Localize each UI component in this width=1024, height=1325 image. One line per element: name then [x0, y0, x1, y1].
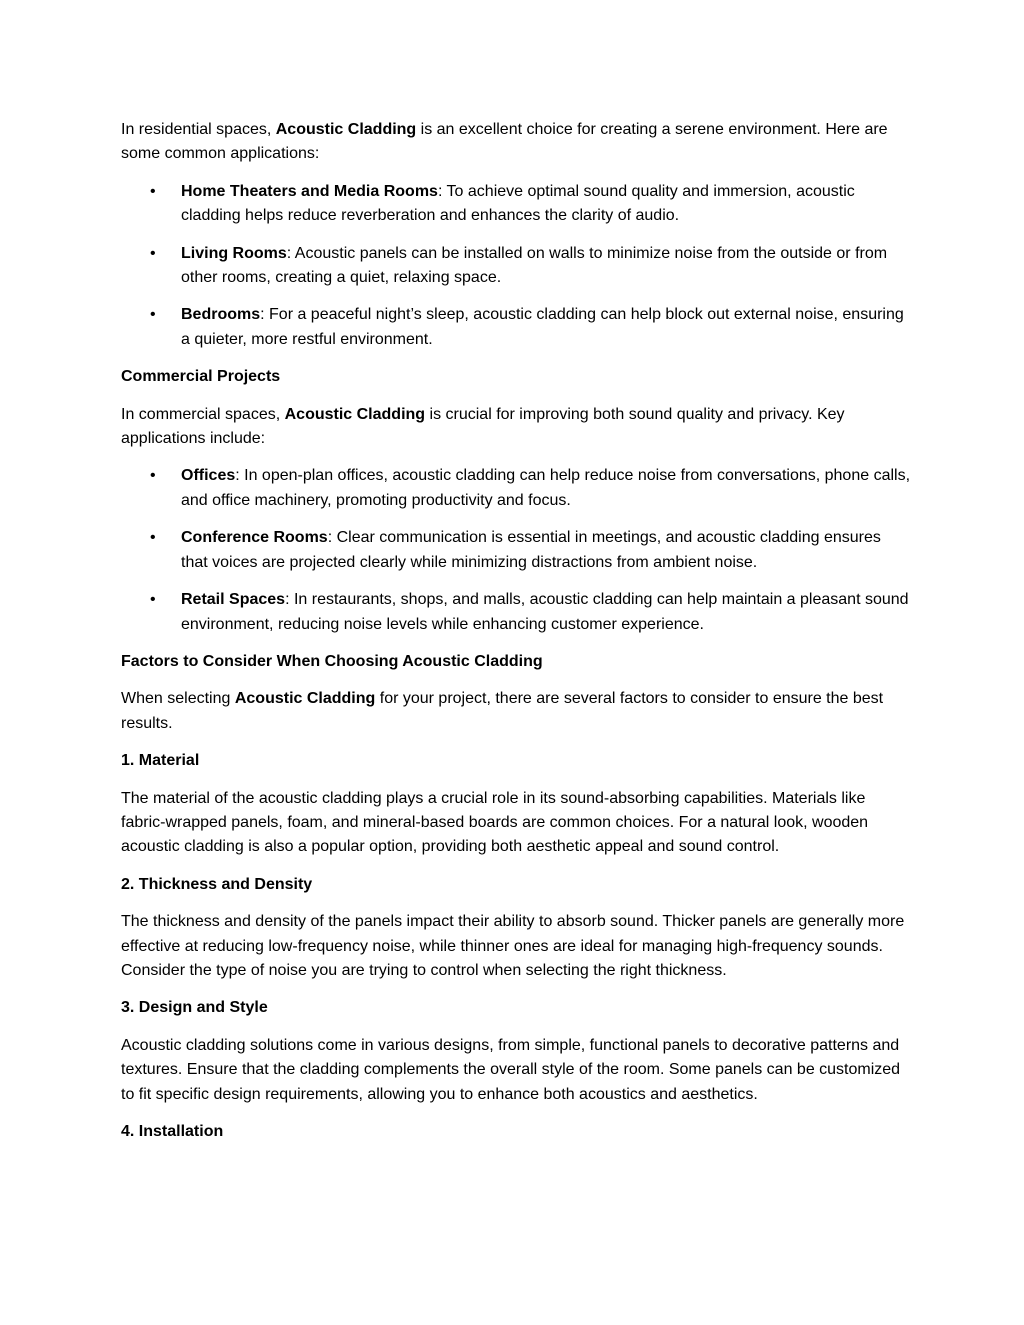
list-item-title: Offices — [181, 467, 236, 485]
list-item — [121, 526, 911, 575]
keyword-acoustic-cladding: Acoustic Cladding — [234, 690, 376, 708]
thickness-paragraph: The thickness and density of the panels impact their ability to absorb sound. Thicker panels are generally more effective at reducing low-frequency noise, while thinner ones are ideal for managing high-frequency sounds. Consider the type of noise you are trying to control when selecting the right thickness. — [121, 913, 905, 979]
bullet-icon: • — [150, 182, 156, 200]
bullet-icon: • — [150, 529, 156, 547]
list-item-text: : Clear communication is essential in meetings, and acoustic cladding ensures that voices are projected clearly while minimizing distractions from ambient noise. — [181, 529, 881, 571]
residential-applications-list — [121, 180, 911, 352]
list-item-title: Conference Rooms — [181, 529, 328, 547]
bullet-icon: • — [150, 306, 156, 324]
list-item-text: : For a peaceful night’s sleep, acoustic cladding can help block out external noise, ensuring a quieter, more restful environment. — [181, 306, 904, 348]
material-heading: 1. Material — [121, 752, 200, 770]
list-item — [121, 303, 911, 352]
design-paragraph: Acoustic cladding solutions come in various designs, from simple, functional panels to decorative patterns and textures. Ensure that the cladding complements the overall style of the room. Some panels can be customized to fit specific design requirements, allowing you to enhance both acoustics and aesthetics. — [121, 1036, 901, 1103]
residential-intro: In residential spaces, Acoustic Cladding is an excellent choice for creating a serene environment. Here are some common applications: — [121, 121, 888, 163]
list-item-title: Home Theaters and Media Rooms — [181, 182, 438, 200]
keyword-acoustic-cladding: Acoustic Cladding — [275, 121, 417, 138]
list-item — [121, 180, 911, 229]
bullet-icon: • — [150, 591, 156, 609]
document-page — [121, 118, 911, 1157]
thickness-heading: 2. Thickness and Density — [121, 875, 313, 893]
list-item-text: : Acoustic panels can be installed on walls to minimize noise from the outside or from other rooms, creating a quiet, relaxing space. — [181, 244, 888, 287]
installation-heading: 4. Installation — [121, 1123, 224, 1140]
commercial-applications-list — [121, 464, 911, 636]
commercial-intro: In commercial spaces, Acoustic Cladding is crucial for improving both sound quality and privacy. Key applications include: — [121, 405, 845, 448]
list-item — [121, 464, 911, 513]
list-item-text: : In restaurants, shops, and malls, acoustic cladding can help maintain a pleasant sound environment, reducing noise levels while enhancing customer experience. — [181, 591, 909, 633]
factors-intro: When selecting Acoustic Cladding for your project, there are several factors to consider to ensure the best results. — [121, 690, 884, 732]
list-item-title: Retail Spaces — [181, 591, 286, 609]
bullet-icon: • — [150, 467, 156, 485]
list-item — [121, 242, 911, 291]
list-item-title: Living Rooms — [181, 244, 287, 262]
list-item-title: Bedrooms — [181, 306, 261, 324]
keyword-acoustic-cladding: Acoustic Cladding — [284, 405, 426, 423]
factors-heading: Factors to Consider When Choosing Acoustic Cladding — [121, 652, 543, 670]
list-item-text: : To achieve optimal sound quality and immersion, acoustic cladding helps reduce reverberation and enhances the clarity of audio. — [181, 182, 855, 225]
design-heading: 3. Design and Style — [121, 999, 268, 1017]
commercial-heading: Commercial Projects — [121, 368, 281, 386]
list-item-text: : In open-plan offices, acoustic cladding can help reduce noise from conversations, phone calls, and office machinery, promoting productivity and focus. — [181, 467, 911, 509]
bullet-icon: • — [150, 244, 156, 262]
material-paragraph: The material of the acoustic cladding plays a crucial role in its sound-absorbing capabilities. Materials like fabric-wrapped panels, foam, and mineral-based boards are common choices. For a natural look, wooden acoustic cladding is also a popular option, providing both aesthetic appeal and sound control. — [121, 789, 869, 856]
list-item — [121, 588, 911, 637]
